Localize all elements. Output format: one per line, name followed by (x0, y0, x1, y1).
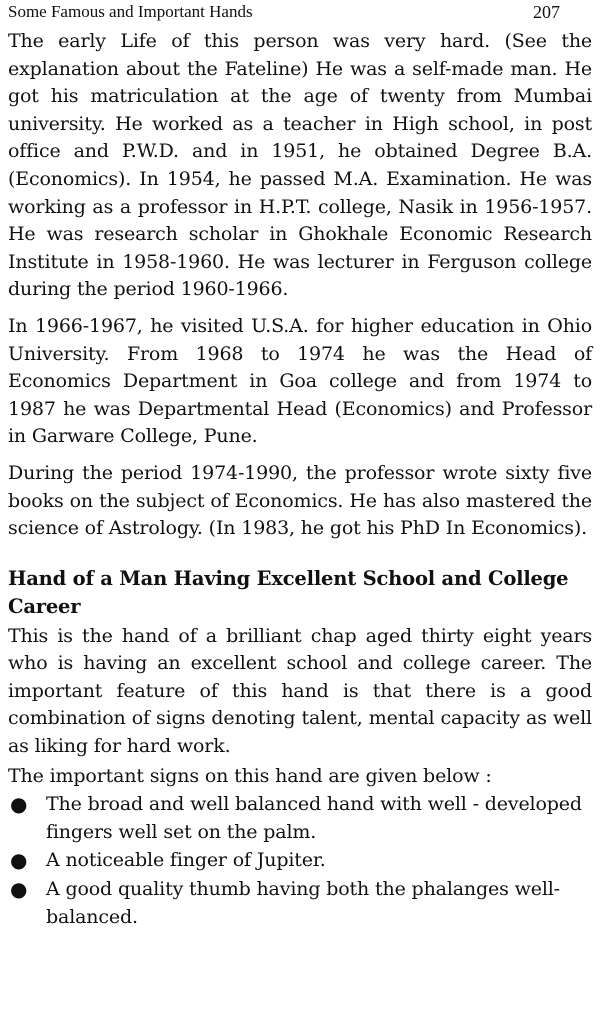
paragraph-books: During the period 1974-1990, the professor wrote sixty five books on the subject of Economics. He has also mastered the science of Astrology. (In 1983, he got his PhD In Economics). (8, 461, 592, 540)
signs-list (8, 791, 592, 931)
paragraph-usa-visit: In 1966-1967, he visited U.S.A. for higher education in Ohio University. From 1968 to 1974 he was the Head of Economics Department in Goa college and from 1974 to 1987 he was Departmental Head (Economics) and Professor in Garware College, Pune. (8, 314, 592, 448)
list-item-text: The broad and well balanced hand with well - developed fingers well set on the palm. (46, 793, 582, 843)
section-heading: Hand of a Man Having Excellent School and College Career (8, 566, 569, 618)
list-item-text: A good quality thumb having both the phalanges well-balanced. (46, 878, 560, 928)
list-item-text: A noticeable finger of Jupiter. (46, 849, 326, 872)
bullet-icon: ● (10, 792, 28, 817)
signs-intro: The important signs on this hand are given below : (8, 764, 492, 787)
paragraph-early-life: The early Life of this person was very hard. (See the explanation about the Fateline) He was a self-made man. He got his matriculation at the age of twenty from Mumbai university. He worked as a teacher in High school, in post office and P.W.D. and in 1951, he obtained Degree B.A. (Economics). In 1954, he passed M.A. Examination. He was working as a professor in H.P.T. college, Nasik in 1956-1957. He was research scholar in Ghokhale Economic Research Institute in 1958-1960. He was lecturer in Ferguson college during the period 1960-1966. (8, 30, 592, 301)
running-title: Some Famous and Important Hands (8, 2, 253, 21)
page-body (8, 28, 592, 931)
list-item (8, 876, 592, 931)
running-header (8, 0, 592, 28)
bullet-icon: ● (10, 848, 28, 873)
page-number: 207 (533, 2, 560, 22)
bullet-icon: ● (10, 877, 28, 902)
list-item (8, 791, 592, 846)
paragraph-brilliant-chap: This is the hand of a brilliant chap aged thirty eight years who is having an excellent school and college career. The important feature of this hand is that there is a good combination of signs denoting talent, mental capacity as well as liking for hard work. (8, 624, 592, 758)
list-item (8, 847, 592, 875)
